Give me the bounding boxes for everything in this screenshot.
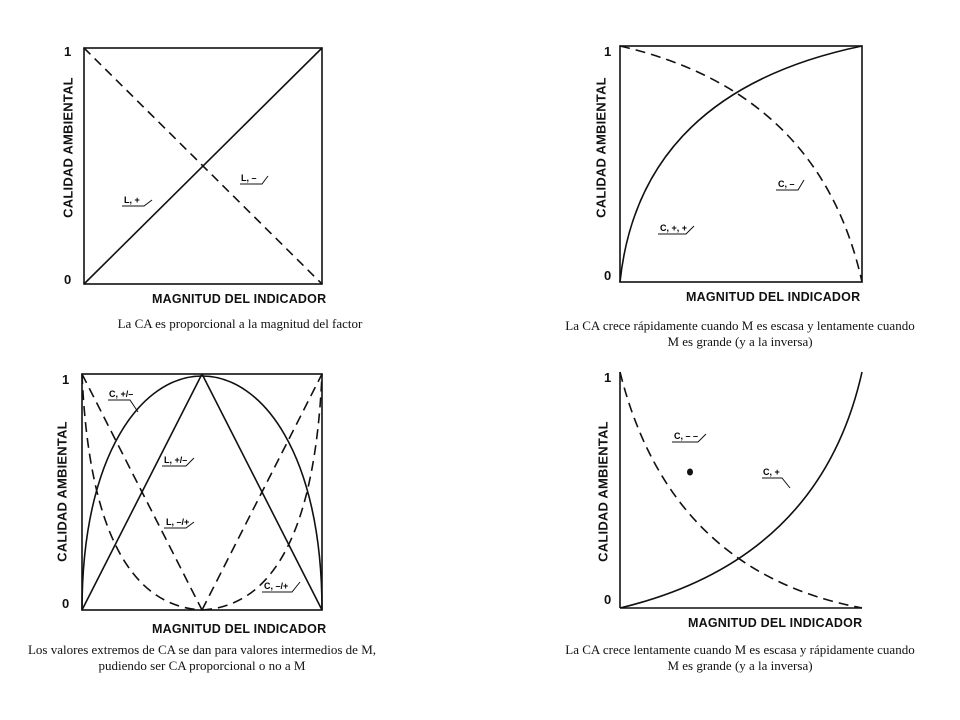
y-axis-label: CALIDAD AMBIENTAL [593, 77, 609, 218]
curve-label-l-minus-slash-plus: L, –/+ [166, 517, 190, 527]
curve-label-l-minus: L, – [241, 173, 257, 183]
plot-frame [620, 46, 862, 282]
y-tick-one: 1 [604, 370, 612, 385]
caption-line-1: La CA es proporcional a la magnitud del factor [117, 316, 363, 331]
plot-frame [82, 374, 322, 610]
leader-c-plus-slash-minus [108, 400, 138, 412]
curve-c-plus [620, 372, 862, 608]
caption-line-2: M es grande (y a la inversa) [667, 658, 813, 673]
panel-convex-caption [540, 642, 940, 674]
curve-c-plus-slash-minus [82, 376, 322, 610]
panel-concave-plot [480, 0, 960, 360]
panel-convex [480, 360, 960, 720]
curve-label-c-plus-slash-minus: C, +/– [109, 389, 134, 399]
y-tick-zero: 0 [64, 272, 72, 287]
panel-concave-caption [540, 318, 940, 350]
y-tick-zero: 0 [604, 592, 612, 607]
curve-label-c-minus-slash-plus: C, –/+ [264, 581, 289, 591]
curve-c-minus [620, 46, 862, 282]
panel-extremes [0, 360, 480, 720]
x-axis-label: MAGNITUD DEL INDICADOR [686, 290, 861, 304]
panel-concave [480, 0, 960, 360]
stray-dot [687, 469, 693, 476]
caption-line-2: M es grande (y a la inversa) [667, 334, 813, 349]
y-tick-one: 1 [604, 44, 612, 59]
caption-line-1: La CA crece rápidamente cuando M es escasa y lentamente cuando [565, 318, 915, 333]
caption-line-2: pudiendo ser CA proporcional o no a M [98, 658, 306, 673]
panel-linear-caption [40, 316, 440, 332]
curve-label-l-plus-slash-minus: L, +/– [164, 455, 188, 465]
curve-label-c-minus: C, – [778, 179, 795, 189]
curve-label-c-minus-minus: C, – – [674, 431, 699, 441]
panel-linear [0, 0, 480, 360]
panel-extremes-caption [2, 642, 402, 674]
curve-c-minus-minus [620, 372, 862, 608]
y-axis-label: CALIDAD AMBIENTAL [595, 421, 611, 562]
y-axis-label: CALIDAD AMBIENTAL [60, 77, 76, 218]
curve-label-c-plus-plus: C, +, + [660, 223, 688, 233]
y-tick-zero: 0 [62, 596, 70, 611]
y-tick-one: 1 [62, 372, 70, 387]
y-axis-label: CALIDAD AMBIENTAL [54, 421, 70, 562]
curve-label-l-plus: L, + [124, 195, 140, 205]
x-axis-label: MAGNITUD DEL INDICADOR [688, 616, 863, 630]
curve-c-plus-plus [620, 46, 862, 282]
curve-label-c-plus: C, + [763, 467, 780, 477]
caption-line-1: Los valores extremos de CA se dan para valores intermedios de M, [27, 642, 377, 657]
panel-linear-plot [0, 0, 480, 360]
y-tick-one: 1 [64, 44, 72, 59]
caption-line-1: La CA crece lentamente cuando M es escasa y rápidamente cuando [565, 642, 915, 657]
x-axis-label: MAGNITUD DEL INDICADOR [152, 622, 327, 636]
x-axis-label: MAGNITUD DEL INDICADOR [152, 292, 327, 306]
y-tick-zero: 0 [604, 268, 612, 283]
leader-c-plus [762, 478, 790, 488]
